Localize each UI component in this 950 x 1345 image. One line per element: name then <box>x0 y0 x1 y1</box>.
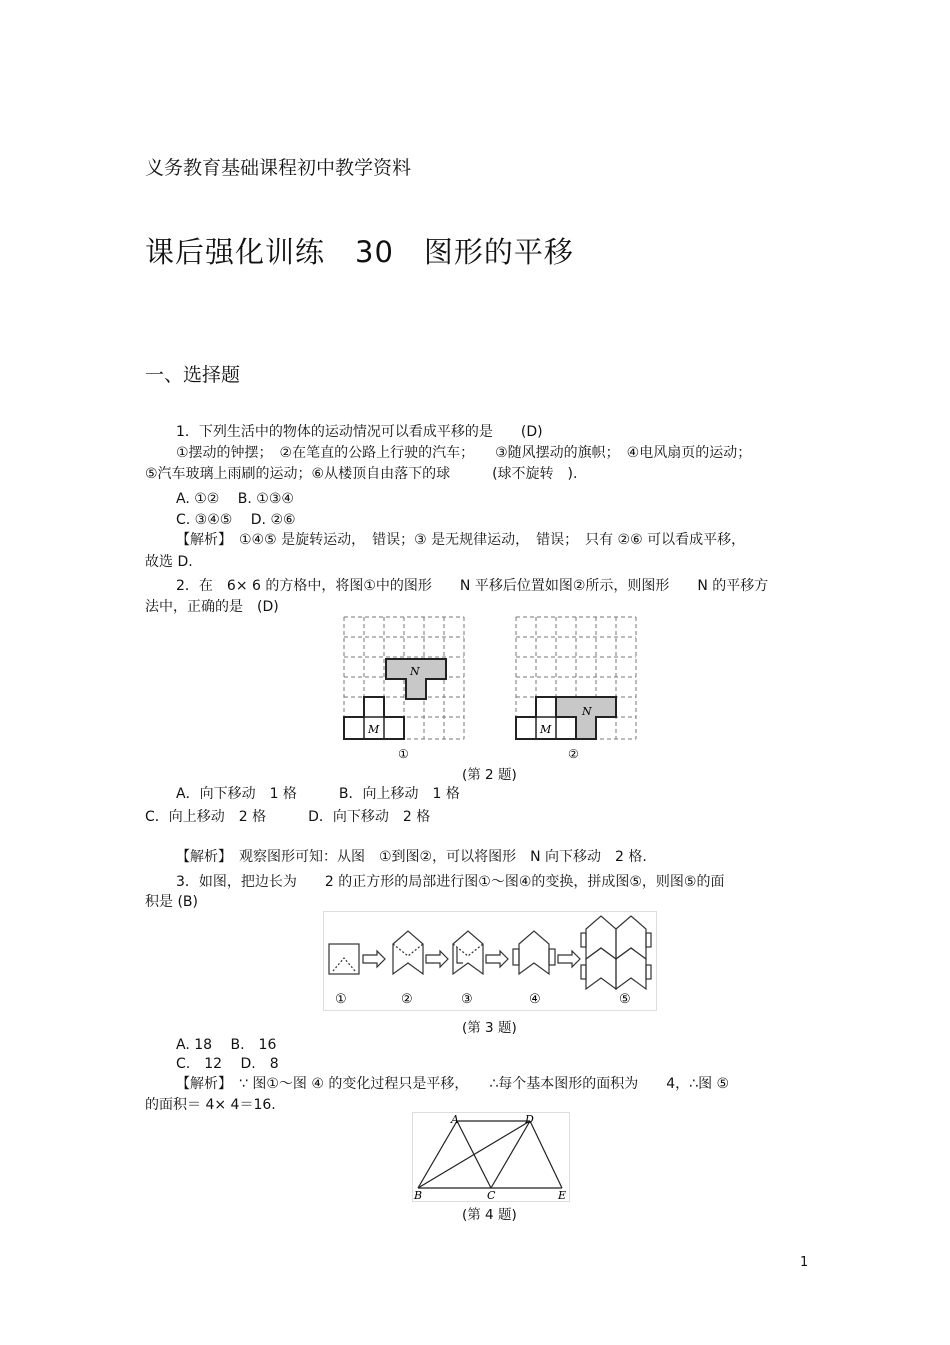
label-n-2: N <box>582 705 592 718</box>
q2-options-cd: C．向上移动 2 格 D．向下移动 2 格 <box>145 809 431 825</box>
q2-options-ab: A．向下移动 1 格 B．向上移动 1 格 <box>176 786 460 802</box>
step-number-2: ② <box>401 992 413 1007</box>
page-title: 课后强化训练 30 图形的平移 <box>145 235 574 269</box>
q1-options-ab: A. ①② B. ①③④ <box>176 491 294 507</box>
q1-analysis-cont: 故选 D. <box>145 554 193 570</box>
point-label-b: B <box>414 1189 423 1202</box>
q3-stem-cont: 积是 (B) <box>145 894 198 910</box>
point-label-e: E <box>558 1189 567 1202</box>
q3-stem: 3．如图，把边长为 2 的正方形的局部进行图①～图④的变换，拼成图⑤，则图⑤的面 <box>176 874 725 890</box>
point-label-c: C <box>487 1189 496 1202</box>
grid-2 <box>516 617 636 761</box>
label-n-1: N <box>410 665 420 678</box>
q1-options-cd: C. ③④⑤ D. ②⑥ <box>176 512 296 528</box>
point-label-d: D <box>525 1113 534 1126</box>
step-number-1: ① <box>335 992 347 1007</box>
step-number-3: ③ <box>461 992 473 1007</box>
q1-stem: 1．下列生活中的物体的运动情况可以看成平移的是 (D) <box>176 424 543 440</box>
q3-analysis: 【解析】 ∵ 图①～图 ④ 的变化过程只是平移， ∴每个基本图形的面积为 4，∴图 ⑤ <box>176 1076 730 1092</box>
point-label-a: A <box>451 1113 459 1126</box>
section-heading: 一、选择题 <box>145 364 241 386</box>
fig-number-1: ① <box>398 747 409 761</box>
q3-options-ab: A. 18 B. 16 <box>176 1037 277 1053</box>
page-number: 1 <box>800 1255 809 1270</box>
q2-analysis: 【解析】 观察图形可知：从图 ①到图②，可以将图形 N 向下移动 2 格. <box>176 849 647 865</box>
grid-1 <box>344 617 464 761</box>
q2-figure <box>340 615 640 763</box>
q2-caption: (第 2 题) <box>462 767 517 783</box>
q3-caption: (第 3 题) <box>462 1020 517 1036</box>
q1-items-line: ①摆动的钟摆； ②在笔直的公路上行驶的汽车； ③随风摆动的旗帜； ④电风扇页的运动； <box>176 445 752 461</box>
label-m-2: M <box>540 723 552 736</box>
step-number-4: ④ <box>529 992 541 1007</box>
fig-number-2: ② <box>568 747 579 761</box>
q1-analysis: 【解析】 ①④⑤ 是旋转运动， 错误；③ 是无规律运动， 错误； 只有 ②⑥ 可以看成平移， <box>176 532 746 548</box>
q3-options-cd: C. 12 D. 8 <box>176 1056 279 1072</box>
q4-caption: (第 4 题) <box>462 1207 517 1223</box>
q4-figure <box>412 1112 570 1202</box>
document-header: 义务教育基础课程初中教学资料 <box>145 157 412 179</box>
step-number-5: ⑤ <box>619 992 631 1007</box>
q2-stem-cont: 法中，正确的是 (D) <box>145 599 279 615</box>
q1-items-line-2: ⑤汽车玻璃上雨刷的运动；⑥从楼顶自由落下的球 (球不旋转 ). <box>145 466 578 482</box>
q3-figure <box>323 911 657 1011</box>
label-m-1: M <box>368 723 380 736</box>
q2-stem: 2．在 6× 6 的方格中，将图①中的图形 N 平移后位置如图②所示，则图形 N 的平移方 <box>176 578 769 594</box>
q3-analysis-cont: 的面积＝ 4× 4＝16. <box>145 1097 276 1113</box>
